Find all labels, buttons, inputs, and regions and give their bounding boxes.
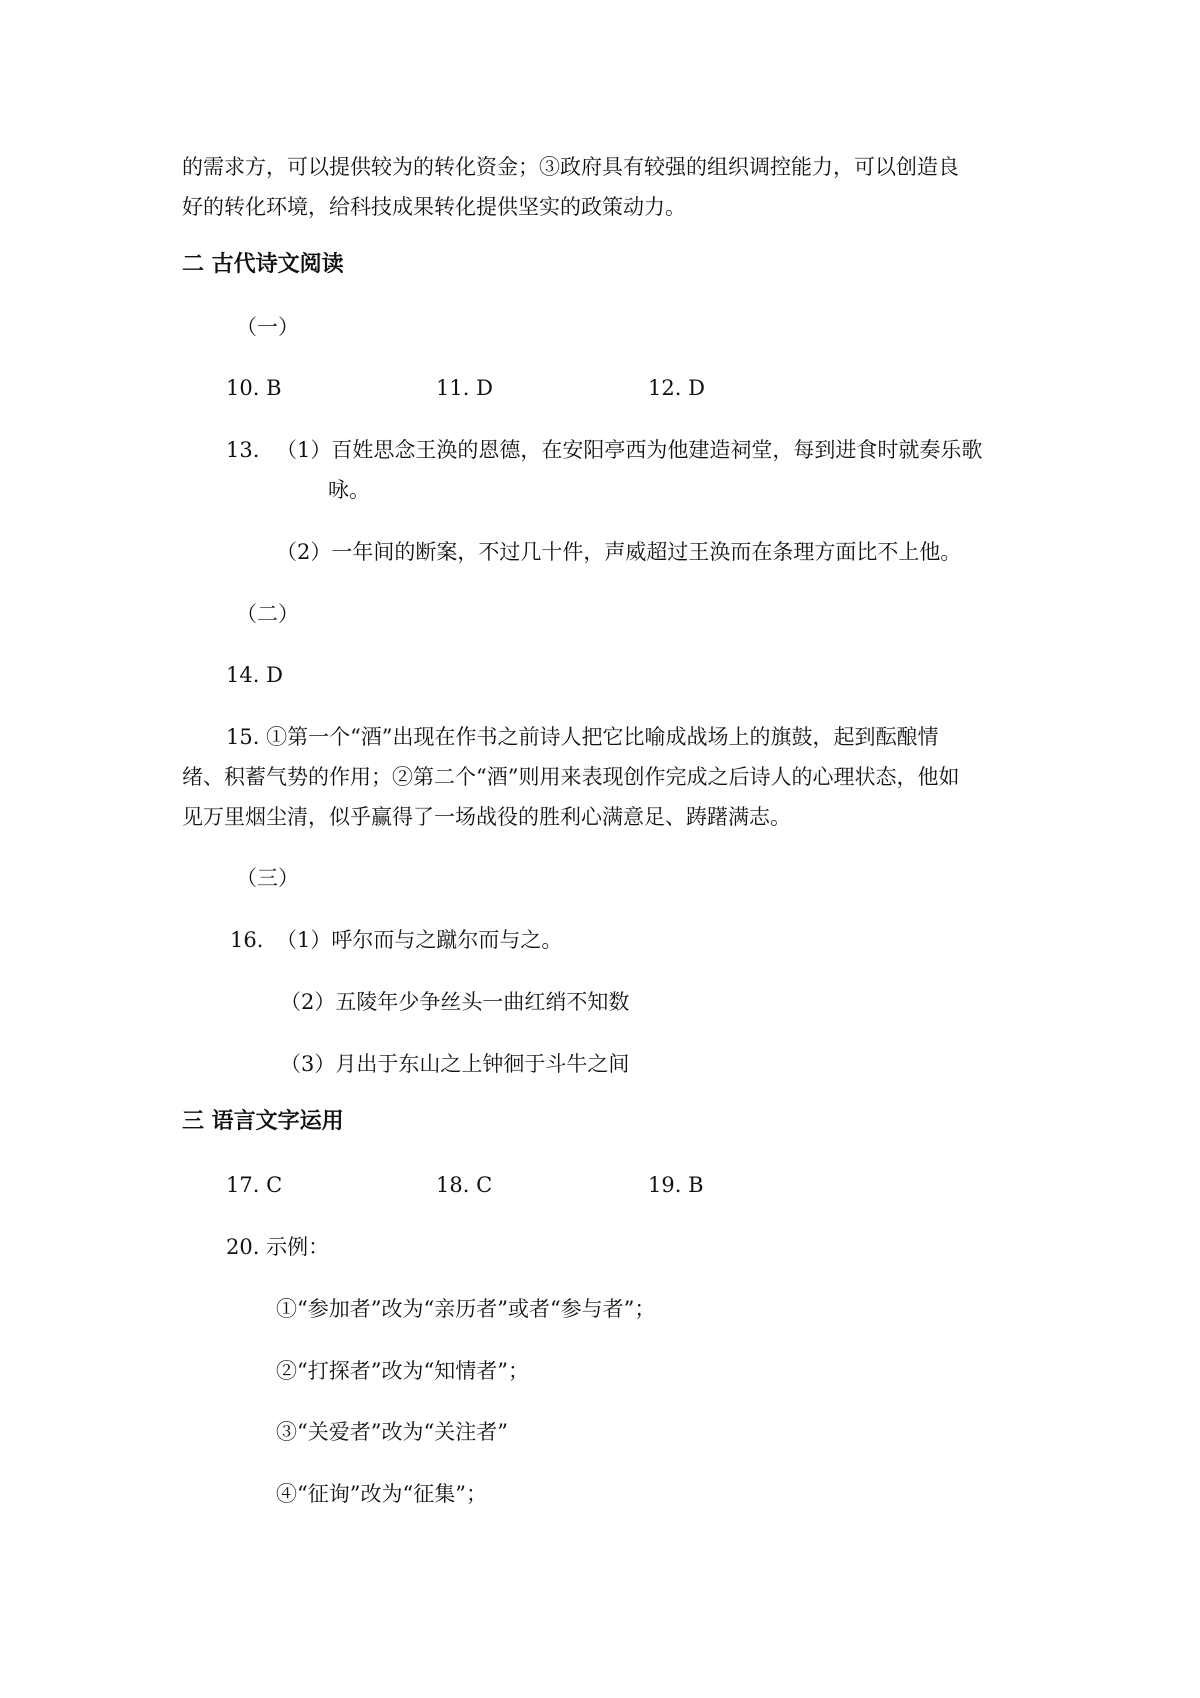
answer-18: 18. C bbox=[436, 1173, 493, 1197]
q20-item-2: ②“打探者”改为“知情者”； bbox=[276, 1359, 529, 1383]
q16-number: 16. bbox=[230, 928, 264, 952]
section-3-heading: 三 语言文字运用 bbox=[182, 1109, 344, 1134]
q20-item-1: ①“参加者”改为“亲历者”或者“参与者”； bbox=[276, 1297, 656, 1321]
answer-19: 19. B bbox=[648, 1173, 704, 1197]
intro-line-1: 的需求方，可以提供较为的转化资金；③政府具有较强的组织调控能力，可以创造良 bbox=[182, 155, 959, 179]
q13-item-1-line-1: （1）百姓思念王涣的恩德，在安阳亭西为他建造祠堂，每到进食时就奏乐歌 bbox=[276, 438, 983, 462]
intro-line-2: 好的转化环境，给科技成果转化提供坚实的政策动力。 bbox=[182, 195, 686, 219]
section-2-heading: 二 古代诗文阅读 bbox=[182, 252, 344, 277]
q13-item-2: （2）一年间的断案，不过几十件，声威超过王涣而在条理方面比不上他。 bbox=[276, 540, 962, 564]
answer-11: 11. D bbox=[436, 376, 493, 400]
q15-line-1: 15. ①第一个“酒”出现在作书之前诗人把它比喻成战场上的旗鼓，起到酝酿情 bbox=[226, 725, 939, 749]
part-3-label: （三） bbox=[236, 866, 299, 890]
q16-item-3: （3）月出于东山之上钟徊于斗牛之间 bbox=[280, 1052, 630, 1076]
q16-item-2: （2）五陵年少争丝头一曲红绡不知数 bbox=[280, 990, 630, 1014]
q20-item-3: ③“关爱者”改为“关注者” bbox=[276, 1420, 508, 1444]
answer-17: 17. C bbox=[226, 1173, 283, 1197]
answer-10: 10. B bbox=[226, 376, 282, 400]
part-1-label: （一） bbox=[236, 315, 299, 339]
q16-item-1: （1）呼尔而与之蹴尔而与之。 bbox=[276, 928, 563, 952]
q15-line-2: 绪、积蓄气势的作用；②第二个“酒”则用来表现创作完成之后诗人的心理状态，他如 bbox=[182, 765, 960, 789]
q13-number: 13. bbox=[226, 438, 260, 462]
q20-intro: 20. 示例： bbox=[226, 1235, 330, 1259]
q20-item-4: ④“征询”改为“征集”； bbox=[276, 1482, 487, 1506]
q15-line-3: 见万里烟尘清，似乎赢得了一场战役的胜利心满意足、踌躇满志。 bbox=[182, 805, 791, 829]
q13-item-1-line-2: 咏。 bbox=[328, 478, 370, 502]
part-2-label: （二） bbox=[236, 602, 299, 626]
answer-12: 12. D bbox=[648, 376, 705, 400]
answer-14: 14. D bbox=[226, 663, 283, 687]
